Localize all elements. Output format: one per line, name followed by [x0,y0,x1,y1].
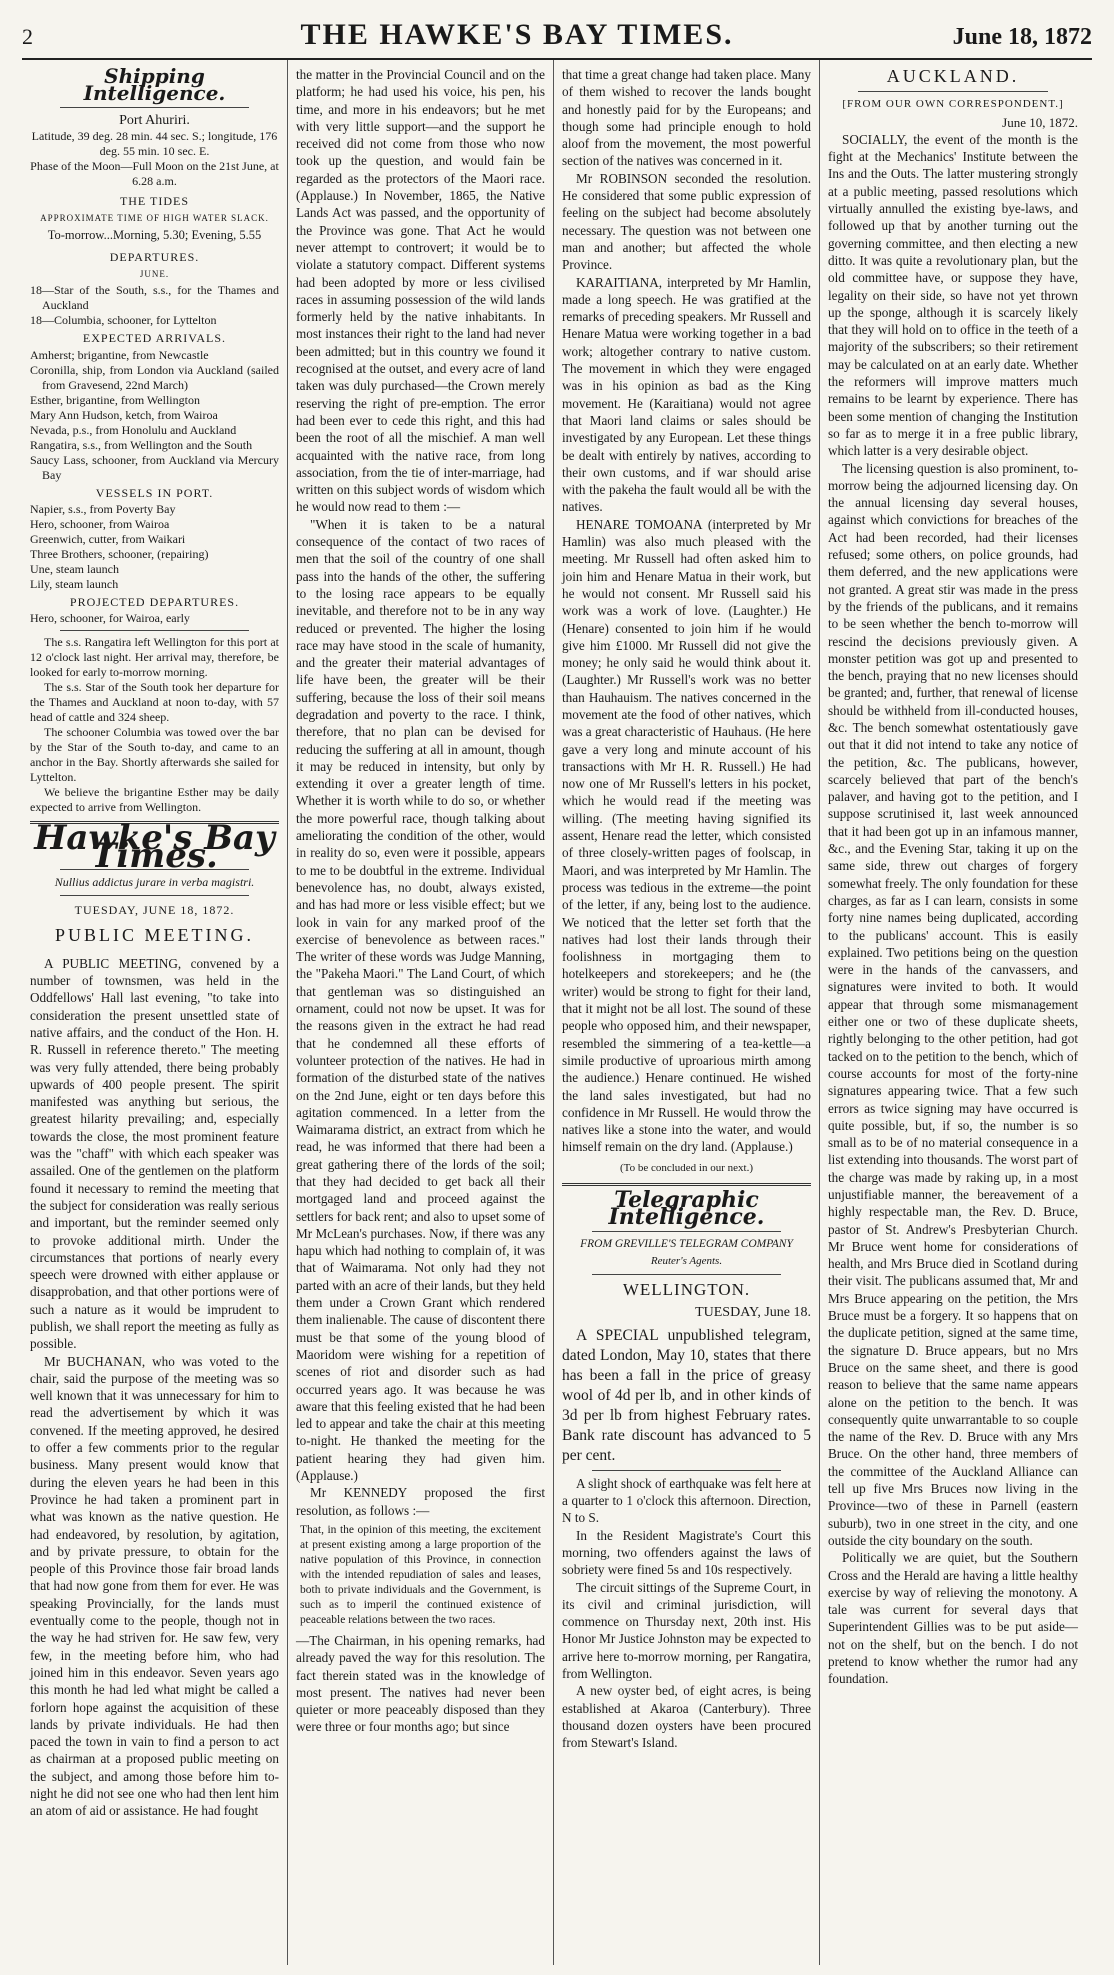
projected-item: Hero, schooner, for Wairoa, early [30,611,190,626]
expected-item: Amherst; brigantine, from Newcastle [30,347,209,362]
shipping-note: We believe the brigantine Esther may be daily expected to arrive from Wellington. [30,785,279,815]
auckland-heading: AUCKLAND. [886,66,1020,86]
divider [60,630,249,631]
article-paragraph: A PUBLIC MEETING, convened by a number of townsmen, was held in the Oddfellows' Hall last evening, "to take into consideration the present unsettled state of native affairs, and the conduct of the Hon. H. R. Russell in reference thereto." The meeting was very fully attended, there being probably upwards of 400 people present. The spirit manifested was anything but serious, the greatest hilarity prevailing; and, especially towards the close, the most prominent feature was the "chaff" with which each speaker was assailed. One of the gentlemen on the platform found it necessary to remind the meeting that the subject for consideration was really serious and important, but the reminder seemed only to provoke additional mirth. Under the circumstances that portions of nearly every speech were drowned with either applause or disapprobation, and that other portions were of such a nature as it would be imprudent to publish, we shall report the meeting as fully as possible. [30,955,279,1352]
divider [60,107,249,108]
article-paragraph: Politically we are quiet, but the Southern Cross and the Herald are having a little healthy exercise by way of relieving the monotony. A tale was current for several days that Superintendent Gillies was to be put aside—not on the shelf, but on the bench. I do not pretend to know whether the rumor had any foundation. [828,1550,1078,1687]
divider [562,1183,811,1186]
departures-heading: DEPARTURES. [109,249,200,264]
motto: Nullius addictus jurare in verba magistri. [54,874,255,889]
in-port-item: Greenwich, cutter, from Waikari [30,531,186,546]
expected-item: Mary Ann Hudson, ketch, from Wairoa [30,407,218,422]
column-4 [820,60,1086,1965]
in-port-item: Lily, steam launch [30,576,119,591]
auckland-date: June 10, 1872. [1002,114,1078,130]
in-port-item: Napier, s.s., from Poverty Bay [30,501,176,516]
telegraph-paragraph: A SPECIAL unpublished telegram, dated London, May 10, states that there has been a fall in the price of greasy wool of 4d per lb, and in other kinds of 3d per lb from highest February rates. Bank rate discount has advanced to 5 per cent. [562,1326,811,1464]
telegraph-city: WELLINGTON. [622,1280,751,1300]
in-port-item: Une, steam launch [30,561,119,576]
telegraph-date: TUESDAY, June 18. [695,1305,811,1321]
page-number: 2 [22,24,33,49]
article-paragraph: —The Chairman, in his opening remarks, had already paved the way for this resolution. The fact therein stated was in the knowledge of most present. The natives had never been quieter or more peaceably disposed than they were three or four months ago; but since [296,1632,545,1735]
masthead [22,18,1092,60]
shipping-heading: Shipping Intelligence. [83,64,226,106]
article-paragraph: Mr KENNEDY proposed the first resolution, as follows :— [296,1485,545,1518]
editorial-title: Hawke's Bay Times. [34,818,275,876]
divider [592,1231,781,1232]
expected-item: Rangatira, s.s., from Wellington and the South [30,437,253,452]
telegraph-paragraph: The circuit sittings of the Supreme Court, in its civil and criminal jurisdiction, will commence on Thursday next, 20th inst. His Honor Mr Justice Johnston may be expected to arrive here to-morrow morning, per Rangatira, from Wellington. [562,1579,811,1682]
tides-heading: THE TIDES [119,193,190,208]
in-port-item: Three Brothers, schooner, (repairing) [30,546,209,561]
telegraph-paragraph: A new oyster bed, of eight acres, is being established at Akaroa (Canterbury). Three thousand dozen oysters have been procured from Stewart's Island. [562,1683,811,1751]
article-paragraph: that time a great change had taken place. Many of them wished to recover the lands bought and honestly paid for by the Europeans; and though some had principle enough to hold aloof from the movement, the most powerful section of the natives was concerned in it. [562,67,811,169]
issue-date: June 18, 1872 [952,24,1092,50]
article-paragraph: SOCIALLY, the event of the month is the fight at the Mechanics' Institute between the Ins and the Outs. The latter mustering strongly at a public meeting, passed resolutions which virtually annulled the existing bye-laws, and followed up that by another turning out the governing committee, and then electing a new ditto. It was quite a revolutionary plan, but the old committee have, or suppose they have, legality on their side, so have not yet thrown up the sponge, although it is scarcely likely that they will hold on to office in the teeth of a majority of the subscribers; so their retirement may be calculated on at an early date. Whether the reformers will improve matters much remains to be learnt by experience. There has been some mention of changing the Institution so far as to merge it in a free public library, which latter is a very desirable object. [828,131,1078,459]
expected-item: Coronilla, ship, from London via Auckland (sailed from Gravesend, 22nd March) [30,362,279,392]
paper-name: THE HAWKE'S BAY TIMES. [300,18,734,51]
telegraph-paragraph: In the Resident Magistrate's Court this morning, two offenders against the laws of sobriety were fined 5s and 10s respectively. [562,1527,811,1578]
column-2 [288,60,554,1965]
article-paragraph: HENARE TOMOANA (interpreted by Mr Hamlin) was also much pleased with the meeting. Mr Russell had often asked him to join him and Henare Matua in their work, but he would not consent. Mr Russell said his work was a work of love. (Laughter.) He (Henare) consented to join him if he would give him £1000. Mr Russell did not give the money; he only said he would think about it. (Laughter.) Mr Russell's work was no better than Hauhauism. The natives concerned in the movement ate the food of other natives, which was a great characteristic of Hauhaus. (He here gave a very long and minute account of his transactions with Mr H. R. Russell.) He had now one of Mr Russell's letters in his pocket, which he would read if the meeting was willing. (The meeting having signified its assent, Henare read the letter, which consisted of three closely-written pages of foolscap, in Maori, and was interpreted by Mr Hamlin. The process was tedious in the extreme—the point of the letter, if any, being lost to the audience. We noticed that the letter set forth that the natives had lost their lands through their foolishness in mortgaging them to hotelkeepers and storekeepers; and he (the writer) would be strong to fight for their land, that it might not be all lost. The sound of these people who opposed him, and their newspaper, resembled the simmering of a tea-kettle—a simile productive of uproarious mirth among the audience.) Henare continued. He wished the land sales investigated, but had no confidence in Mr Russell. He would throw the natives like a stone into the water, and would himself remain on the dry land. (Applause.) [562,516,811,1155]
columns [22,60,1092,1965]
expected-heading: EXPECTED ARRIVALS. [82,331,227,346]
article-paragraph: "When it is taken to be a natural consequence of the contact of two races of men that the soil of the country of one shall pass into the hands of the other, the suffering to the losing race appears to be equally inevitable, and therefore not to be in any way reduced or prevented. The higher the losing race may have stood in the scale of humanity, and the greater their material advantages of life have been, the greater will be their suffering, because the loss of their soil means degradation and poverty to the race. I think, therefore, that no plan can be devised for reducing the suffering at all in amount, though it may be reduced in intensity, but only by extending it over a greater length of time. Whether it is worth while to do so, or whether the more powerful race, though talking about ameliorating the condition of the other, would in reality do so, even were it possible, appears to me to be doubtful in the extreme. Individual benevolence has, no doubt, always existed, and has had more or less visible effect; but we look in vain for any marked proof of the exercise of benevolence as between races." The writer of these words was Judge Manning, the "Pakeha Maori." The Land Court, of which that gentleman was so distinguished an ornament, could not now be upset. It was for the reasons given in the extract he had read that he condemned all these efforts of volunteer protection of the natives. He had in formation of the disturbed state of the natives on the 2nd June, eight or ten days before this agitation commenced. In a letter from the Waimarama district, an extract from which he read, he was informed that there had been a great gathering there of the lords of the soil; that they had decided to get back all their mortgaged land and proceed against the settlers for back rent; and also to upset some of Mr McLean's purchases. Now, if there was any hapu which had nothing to complain of, it was that of Waimarama. Not only had they not parted with an acre of their lands, but they held them under a Crown Grant which rendered them inalienable. The cause of discontent there must be that some of the young blood of Maoridom were wishing for a repetition of scenes of riot and disorder such as had occurred years ago. It was because he was aware that this feeling existed that he had been led to appear and take the chair at this meeting to-night. He thanked the meeting for the patient hearing they had given him. (Applause.) [296,516,546,1484]
moon-phase: Phase of the Moon—Full Moon on the 21st June, at 6.28 a.m. [30,158,279,188]
departure-item: 18—Star of the South, s.s., for the Thames and Auckland [30,283,279,313]
divider [60,895,249,896]
in-port-item: Hero, schooner, from Wairoa [30,516,170,531]
departure-item: 18—Columbia, schooner, for Lyttelton [30,313,217,328]
tides-sub: APPROXIMATE TIME OF HIGH WATER SLACK. [40,213,269,224]
shipping-note: The s.s. Star of the South took her departure for the Thames and Auckland at noon to-day, with 57 head of cattle and 324 sheep. [30,680,279,725]
divider [592,1470,781,1471]
article-paragraph: the matter in the Provincial Council and on the platform; he had used his voice, his pen, his time, and more in his endeavors; but he met with very little support—and the support he received did not come from those who now took up the question, and would fain be regarded as the protectors of the Maori race. (Applause.) In November, 1865, the Native Lands Act was passed, and the opportunity of the Province was gone. That Act he would never attempt to controvert; it would be to violate a statutory compact. Different systems had been adopted by more or less civilised races in assuming possession of the wild lands formerly held by the native inhabitants. In most instances their right to the land had never been admitted; but in this country we found it recognised at the outset, and every acre of land taken was duly purchased—the Crown merely reserving the right of pre-emption. The error had been ever to cede this right, and this had been the root of all the mischief. A man well acquainted with the native race, from long association, from the tie of inter-marriage, had written on this subject words of wisdom which he would now read to them :— [296,67,545,515]
editorial-dateline: TUESDAY, JUNE 18, 1872. [74,903,235,918]
telegraph-agents: Reuter's Agents. [650,1254,723,1267]
telegraph-agency: FROM GREVILLE'S TELEGRAM COMPANY [580,1237,793,1250]
departures-month: JUNE. [139,269,170,280]
article-paragraph: Mr ROBINSON seconded the resolution. He considered that some public expression of feeling on the subject had become absolutely necessary. The question was not between one man and another; but affected the whole Province. [562,170,811,273]
tides-line: To-morrow...Morning, 5.30; Evening, 5.55 [47,228,262,243]
article-paragraph: KARAITIANA, interpreted by Mr Hamlin, made a long speech. He was gratified at the remarks of preceding speakers. Mr Russell and Henare Matua were working together in a bad work; altogether contrary to native custom. The movement in which they were engaged was in his opinion as bad as the King movement. He (Karaitiana) would not agree that Maori land claims or sales should be investigated by any European. Let these things be dealt with entirely by natives, according to their own customs, and if war should arise with the pakeha the fault would all be with the natives. [562,274,811,515]
port-name: Port Ahuriri. [119,112,190,128]
column-1 [22,60,288,1965]
expected-item: Nevada, p.s., from Honolulu and Auckland [30,422,237,437]
correspondent-line: [FROM OUR OWN CORRESPONDENT.] [842,98,1064,111]
telegraph-heading: Telegraphic Intelligence. [608,1187,765,1231]
resolution-text: That, in the opinion of this meeting, the excitement at present existing among a large proportion of the native population of this Province, in connection with the intended repudiation of sales and leases, both to private individuals and the Government, is such as to imperil the continued existence of peaceable relations between the two races. [300,1523,541,1626]
expected-item: Saucy Lass, schooner, from Auckland via Mercury Bay [30,452,279,482]
shipping-note: The s.s. Rangatira left Wellington for this port at 12 o'clock last night. Her arrival may, therefore, be looked for early to-morrow morning. [30,635,279,680]
shipping-note: The schooner Columbia was towed over the bar by the Star of the South to-day, and came to an anchor in the Bay. Shortly afterwards she sailed for Lyttelton. [30,725,279,785]
projected-heading: PROJECTED DEPARTURES. [69,594,240,609]
section-title: PUBLIC MEETING. [55,925,254,946]
column-3 [554,60,820,1965]
latitude: Latitude, 39 deg. 28 min. 44 sec. S.; longitude, 176 deg. 55 min. 10 sec. E. [31,128,278,158]
divider [858,91,1048,92]
in-port-heading: VESSELS IN PORT. [95,485,214,500]
divider [592,1274,781,1275]
expected-item: Esther, brigantine, from Wellington [30,392,200,407]
article-paragraph: Mr BUCHANAN, who was voted to the chair, said the purpose of the meeting was so well known that it was unnecessary for him to read the advertisement by which it was convened. If the meeting approved, he desired to offer a few comments prior to the regular business. Many present would know that during the eleven years he had been in this Province he had taken a prominent part in what was known as the native question. He had endeavored, by resolution, by agitation, and by private pressure, to obtain for the people of this Province those fair broad lands that had now gone from them for ever. He was speaking Provincially, for the lands must eventually come to the people, though not in the way he had striven for. He saw few, very few, in the meeting before him, who had joined him in this endeavor. Seven years ago this month he had led what might be called a forlorn hope against the acquisition of these lands by private individuals. He had then paced the town in vain to find a person to act as chairman at a proposed public meeting on the subject, and among those before him to-night he did not see one who had then lent him an atom of aid or assistance. He had fought [30,1353,279,1819]
article-paragraph: The licensing question is also prominent, to-morrow being the adjourned licensing day. On the annual licensing day several houses, against which convictions for breaches of the Act had been recorded, had their licenses refused; some others, on police grounds, had them deferred, and the new applications were not granted. A great stir was made in the press by the friends of the publicans, and it remains to be seen whether the bench to-morrow will rescind the decisions previously given. A monster petition was got up and presented to the bench, praying that no new licenses should be granted; and, further, that renewal of license should be withheld from ill-conducted houses, &c. The bench somewhat ostentatiously gave out that it did not intend to take any notice of the petition, &c. The publicans, however, scarcely believed that part of the bench's palaver, and having got to the petition, and I suppose scrutinised it, last week announced that it had been got up in an infamous manner, &c., and the Evening Star, taking it up on the same side, threw out charges of forgery somewhat freely. The only foundation for these charges, as far as I can learn, consists in some forty nine names being duplicated, according to the publicans' account. This is easily explained. Two petitions being on the question were in the hands of the canvassers, and signatures were invited to both. It would appear that through some mismanagement either one or two of these duplicate sheets, rightly belonging to the other petition, had got tacked on to the petition to the bench, which of course accounts for most of the forty-nine signatures appearing twice. That a few such errors as twice signing may have occurred is quite possible, but, if so, the number is so small as to be of no material consequence in a list extending into thousands. The worst part of the charge was made by raking up, in a most unjustifiable manner, the bereavement of a highly respectable man, the Rev. D. Bruce, pastor of St. Andrew's Presbyterian Church. Mr Bruce went home for considerations of health, and Mrs Bruce died in Scotland during their visit. The publicans assumed that, Mr and Mrs Bruce appearing on the petition, the Mrs Bruce must be a forgery. It so happens that on the duplicate petition, signed at the same time, the signature D. Bruce appears, but no Mrs Bruce on the same sheet, and there is good reason to believe that the same name appears alone on the petition to the bench. It was consequently quite unwarrantable to so couple the name of the Rev. D. Bruce with any Mrs Bruce. On the other hand, three members of the committee of the Auckland Alliance can tell up five Mrs Bruces now living in the Province—two of these in Parnell (eastern suburb), two in one street in the city, and one outside the city boundary on the south. [828,460,1078,1548]
telegraph-paragraph: A slight shock of earthquake was felt here at a quarter to 1 o'clock this afternoon. Direction, N to S. [562,1475,811,1526]
to-be-concluded: (To be concluded in our next.) [619,1161,754,1174]
